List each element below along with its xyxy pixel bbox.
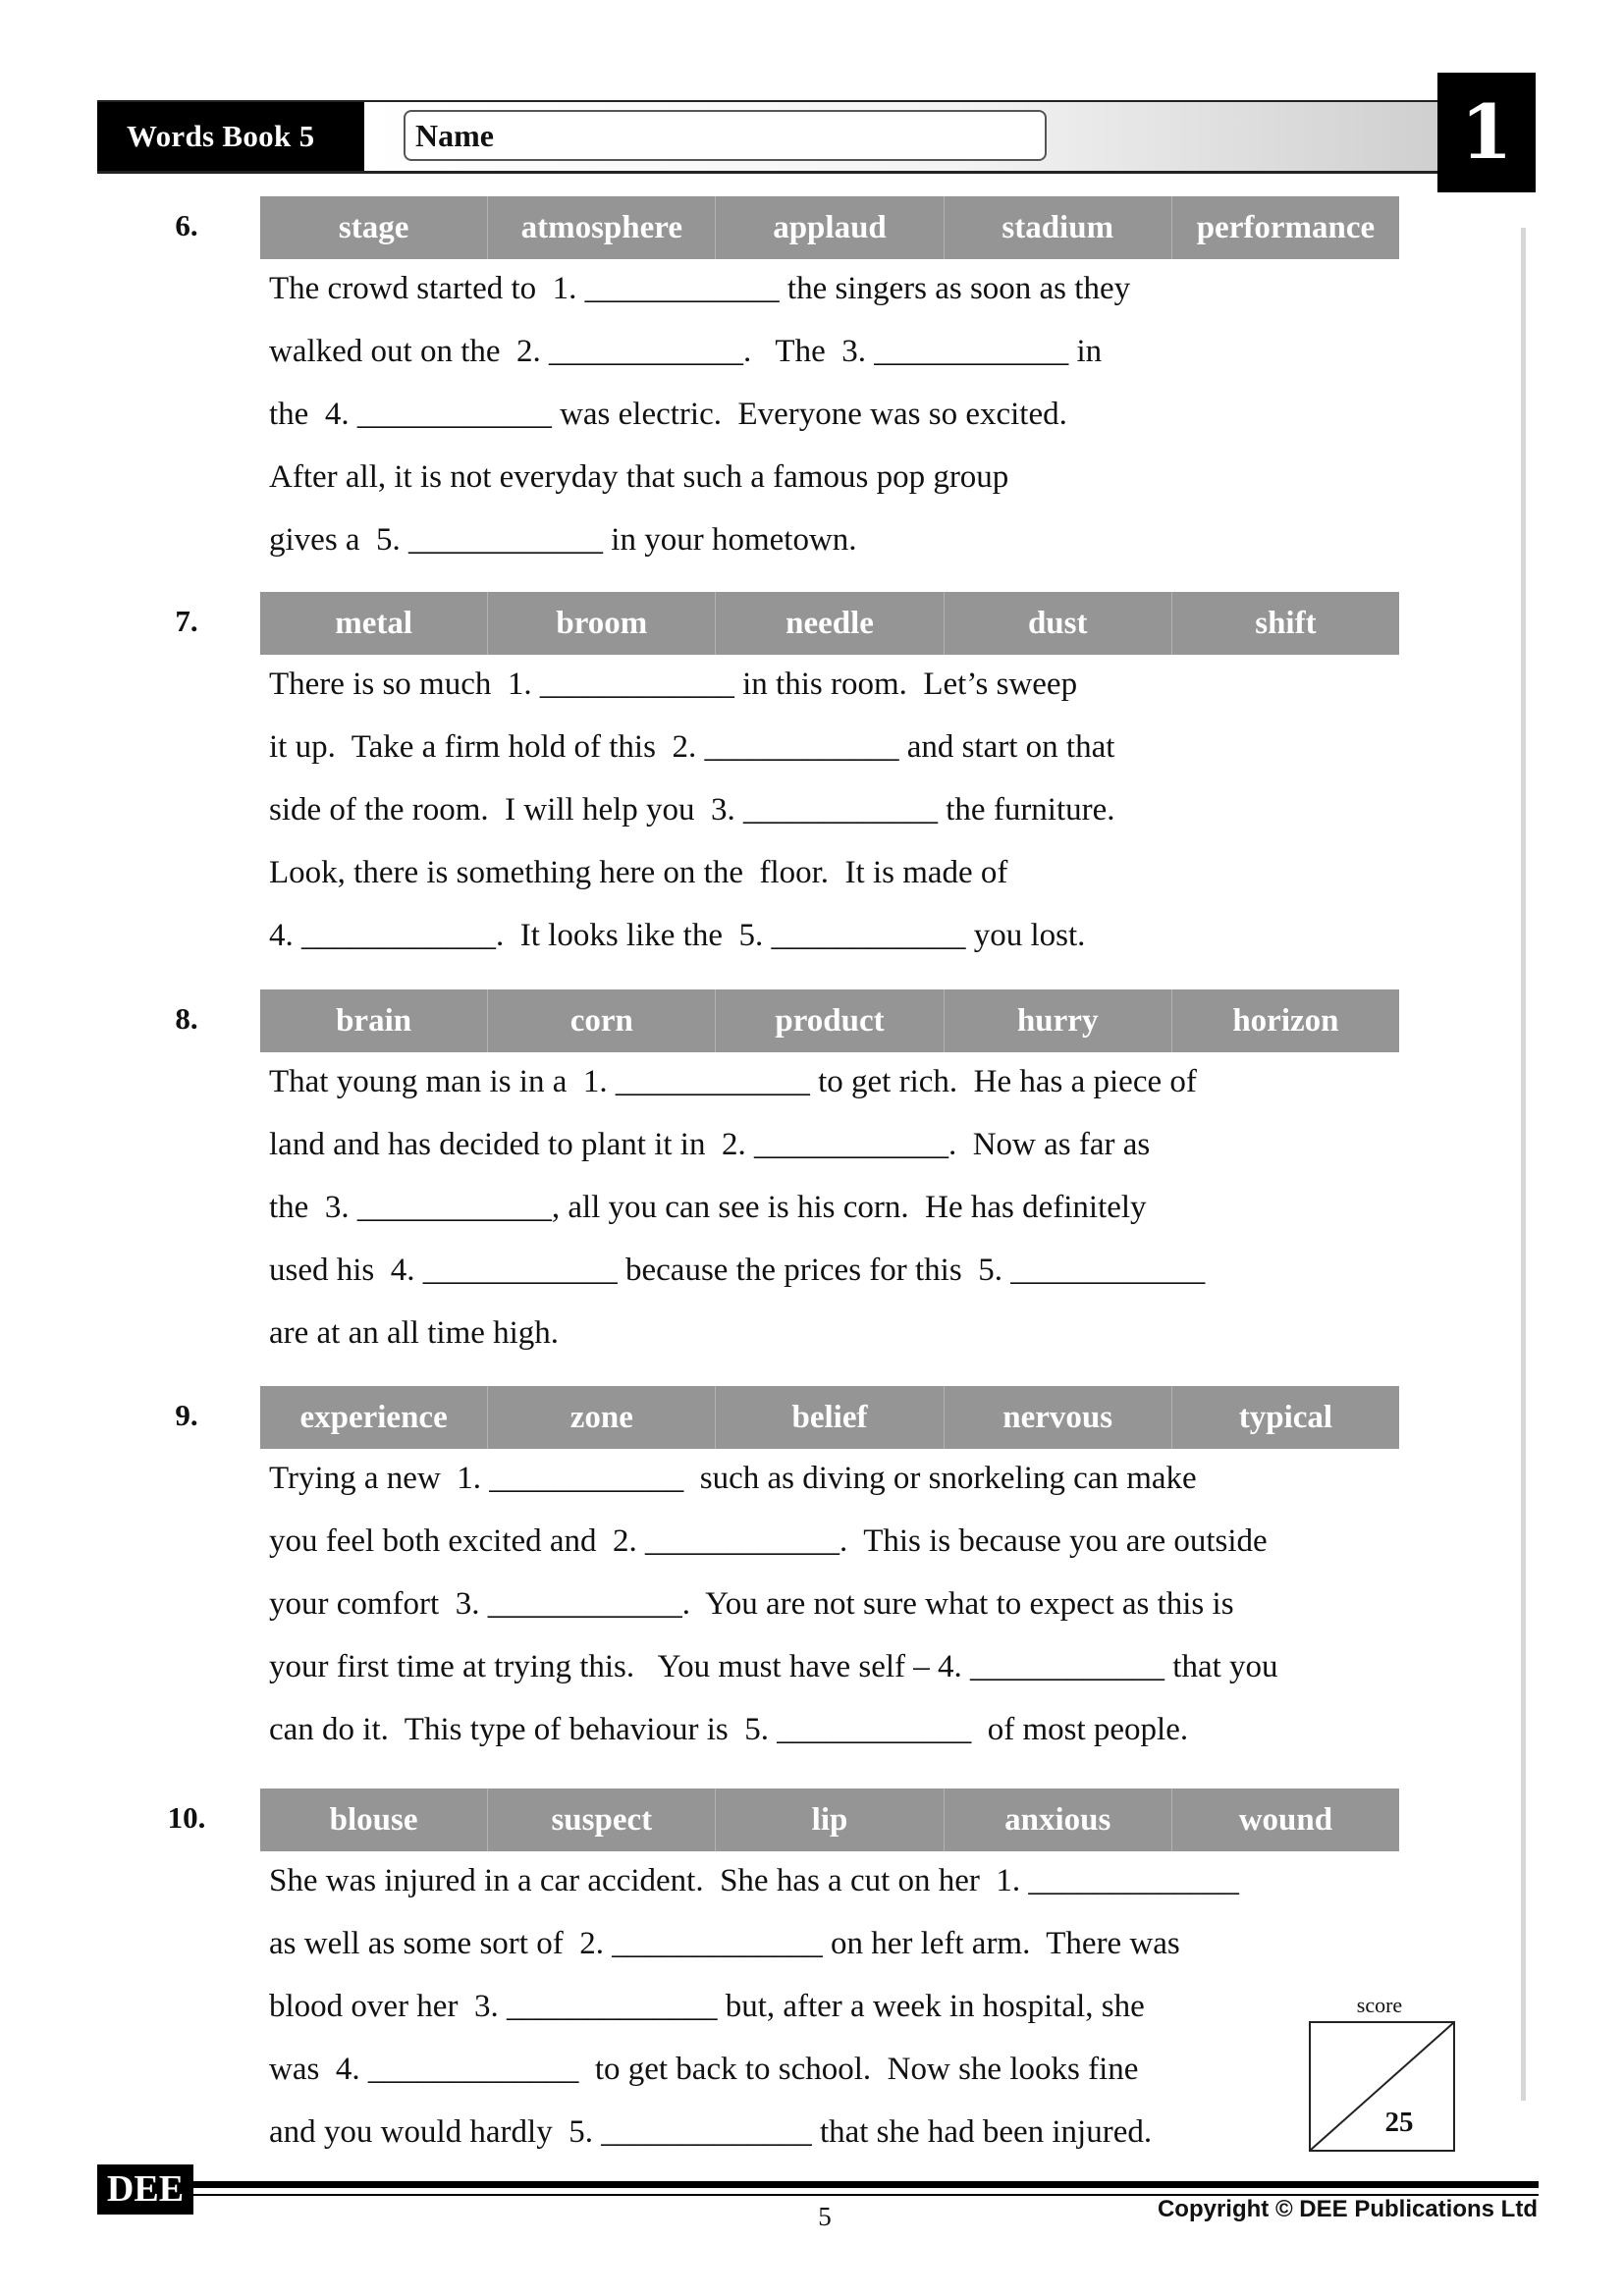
word-bank (260, 196, 1399, 259)
passage-line: was 4. _____________ to get back to school. Now she looks fine (269, 2052, 1139, 2087)
passage-line: There is so much 1. ____________ in this room. Let’s sweep (269, 667, 1078, 702)
word-bank-item: needle (716, 592, 944, 655)
word-bank-item: horizon (1232, 1003, 1339, 1039)
word-bank-item: blouse (260, 1789, 488, 1851)
exercise-number: 6. (175, 208, 198, 242)
passage-line: and you would hardly 5. _____________ that she had been injured. (269, 2114, 1153, 2150)
right-margin-rule (1521, 228, 1526, 2101)
word-bank (260, 592, 1399, 655)
passage-line: blood over her 3. _____________ but, after a week in hospital, she (269, 1989, 1145, 2024)
passage-line: gives a 5. ____________ in your hometown. (269, 522, 857, 558)
word-bank-item: experience (260, 1386, 488, 1449)
passage-line: The crowd started to 1. ____________ the singers as soon as they (269, 271, 1131, 306)
passage-line: you feel both excited and 2. ____________. This is because you are outside (269, 1523, 1268, 1559)
word-bank-item: applaud (716, 196, 944, 259)
book-title: Words Book 5 (97, 102, 364, 171)
word-bank (260, 1386, 1399, 1449)
word-bank-item: broom (488, 592, 716, 655)
name-field[interactable]: Name (404, 110, 1047, 161)
passage-line: Trying a new 1. ____________ such as diving or snorkeling can make (269, 1461, 1197, 1496)
word-bank-item: zone (488, 1386, 716, 1449)
word-bank-item: corn (488, 989, 716, 1052)
passage-line: the 3. ____________, all you can see is his corn. He has definitely (269, 1190, 1147, 1225)
word-bank-item: wound (1238, 1802, 1333, 1838)
score-label: score (1356, 1993, 1403, 2017)
passage-line: as well as some sort of 2. _____________ on her left arm. There was (269, 1926, 1180, 1961)
passage-line: land and has decided to plant it in 2. ____________. Now as far as (269, 1127, 1151, 1162)
passage-line: After all, it is not everyday that such a famous pop group (269, 459, 1009, 495)
word-bank (260, 1789, 1399, 1851)
word-bank-item: product (716, 989, 944, 1052)
passage-line: your first time at trying this. You must have self – 4. ____________ that you (269, 1649, 1278, 1684)
footer-rule (193, 2181, 1539, 2188)
header-bottom-rule (97, 171, 1437, 174)
score-total: 25 (1384, 2107, 1414, 2138)
word-bank-item: lip (716, 1789, 944, 1851)
word-bank-item: typical (1238, 1400, 1333, 1435)
passage-line: Look, there is something here on the floor. It is made of (269, 855, 1008, 890)
exercise-number: 7. (175, 604, 198, 638)
word-bank-item: suspect (488, 1789, 716, 1851)
passage-line: She was injured in a car accident. She has a cut on her 1. _____________ (269, 1863, 1239, 1898)
word-bank-item: shift (1255, 606, 1317, 641)
passage-line: are at an all time high. (269, 1315, 560, 1351)
word-bank-item: stadium (945, 196, 1172, 259)
passage-line: it up. Take a firm hold of this 2. ____________ and start on that (269, 729, 1115, 765)
passage-line: 4. ____________. It looks like the 5. ____________ you lost. (269, 918, 1086, 953)
word-bank-item: metal (260, 592, 488, 655)
word-bank-item: nervous (945, 1386, 1172, 1449)
unit-number: 1 (1437, 73, 1536, 192)
word-bank-item: performance (1196, 210, 1376, 245)
exercise-number: 8. (175, 1001, 198, 1036)
page-number: 5 (818, 2202, 832, 2231)
passage-line: side of the room. I will help you 3. ____________ the furniture. (269, 792, 1115, 828)
passage-line: That young man is in a 1. ____________ to get rich. He has a piece of (269, 1064, 1197, 1099)
word-bank-item: brain (260, 989, 488, 1052)
publisher-logo: DEE (97, 2164, 193, 2215)
exercise-number: 10. (167, 1800, 206, 1835)
word-bank (260, 989, 1399, 1052)
word-bank-item: atmosphere (488, 196, 716, 259)
passage-line: your comfort 3. ____________. You are not sure what to expect as this is (269, 1586, 1234, 1622)
word-bank-item: belief (716, 1386, 944, 1449)
word-bank-item: hurry (945, 989, 1172, 1052)
word-bank-item: stage (260, 196, 488, 259)
copyright-notice: Copyright © DEE Publications Ltd (1157, 2196, 1538, 2222)
word-bank-item: anxious (945, 1789, 1172, 1851)
passage-line: walked out on the 2. ____________. The 3. ____________ in (269, 334, 1103, 369)
passage-line: can do it. This type of behaviour is 5. ____________ of most people. (269, 1712, 1189, 1747)
exercise-number: 9. (175, 1398, 198, 1432)
passage-line: used his 4. ____________ because the prices for this 5. ____________ (269, 1253, 1206, 1288)
word-bank-item: dust (945, 592, 1172, 655)
passage-line: the 4. ____________ was electric. Everyone was so excited. (269, 397, 1067, 432)
